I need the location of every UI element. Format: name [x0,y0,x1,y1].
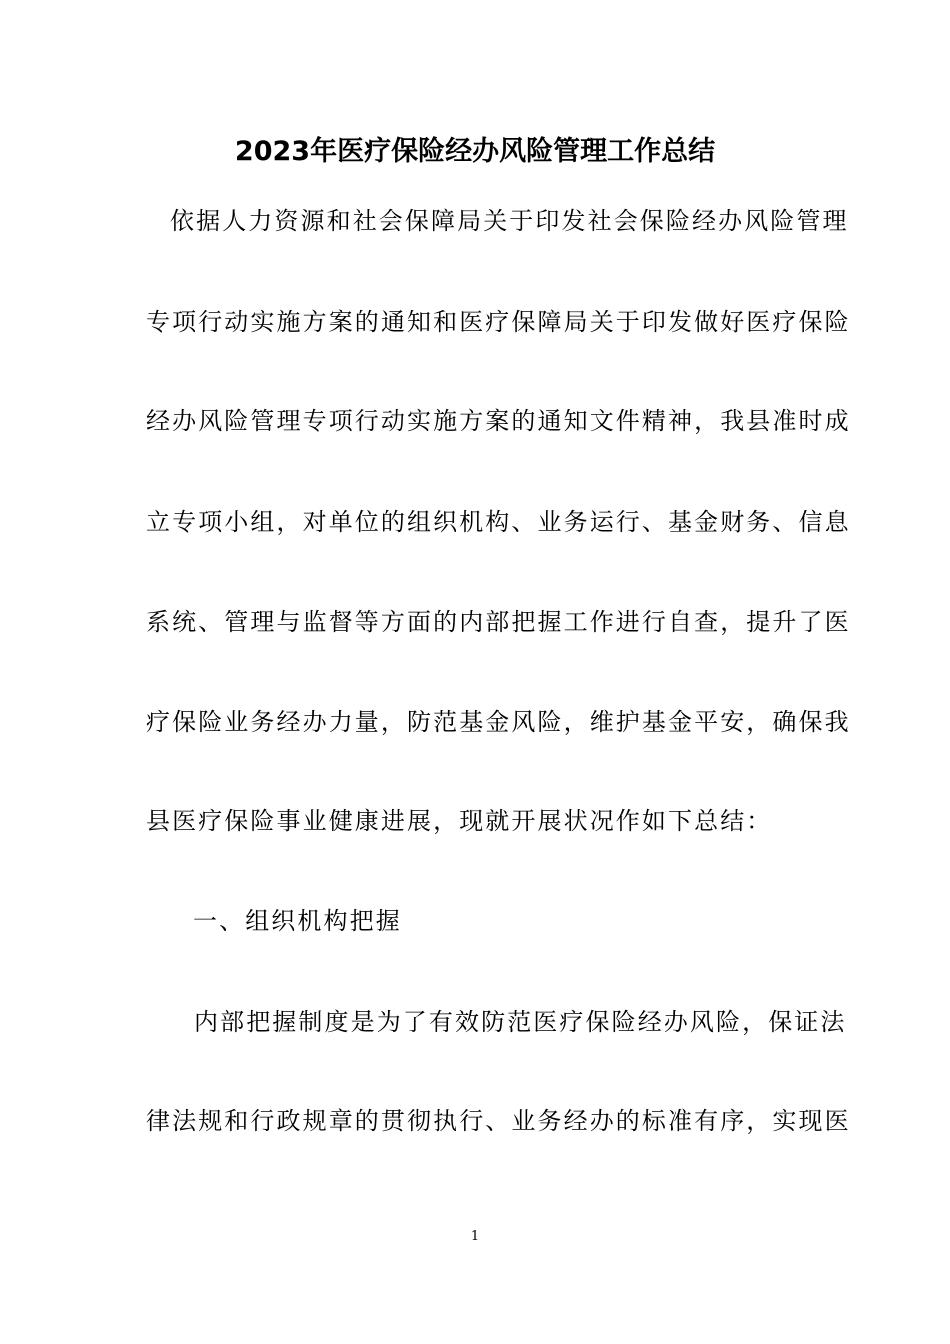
paragraph-line: 疗保险业务经办力量，防范基金风险，维护基金平安，确保我 [146,708,851,736]
paragraph-line: 内部把握制度是为了有效防范医疗保险经办风险，保证法 [194,1008,847,1036]
paragraph-line: 县医疗保险事业健康进展，现就开展状况作如下总结： [146,807,773,835]
paragraph-line: 律法规和行政规章的贯彻执行、业务经办的标准有序，实现医 [146,1107,851,1135]
paragraph-line: 立专项小组，对单位的组织机构、业务运行、基金财务、信息 [146,508,851,536]
paragraph-line: 系统、管理与监督等方面的内部把握工作进行自查，提升了医 [146,608,851,636]
paragraph-line: 专项行动实施方案的通知和医疗保障局关于印发做好医疗保险 [146,308,851,336]
page-number: 1 [470,1229,480,1244]
paragraph-line: 依据人力资源和社会保障局关于印发社会保险经办风险管理 [170,207,849,235]
paragraph-line: 经办风险管理专项行动实施方案的通知文件精神，我县准时成 [146,407,851,435]
document-title: 2023年医疗保险经办风险管理工作总结 [234,136,716,167]
section-heading: 一、组织机构把握 [193,907,402,935]
